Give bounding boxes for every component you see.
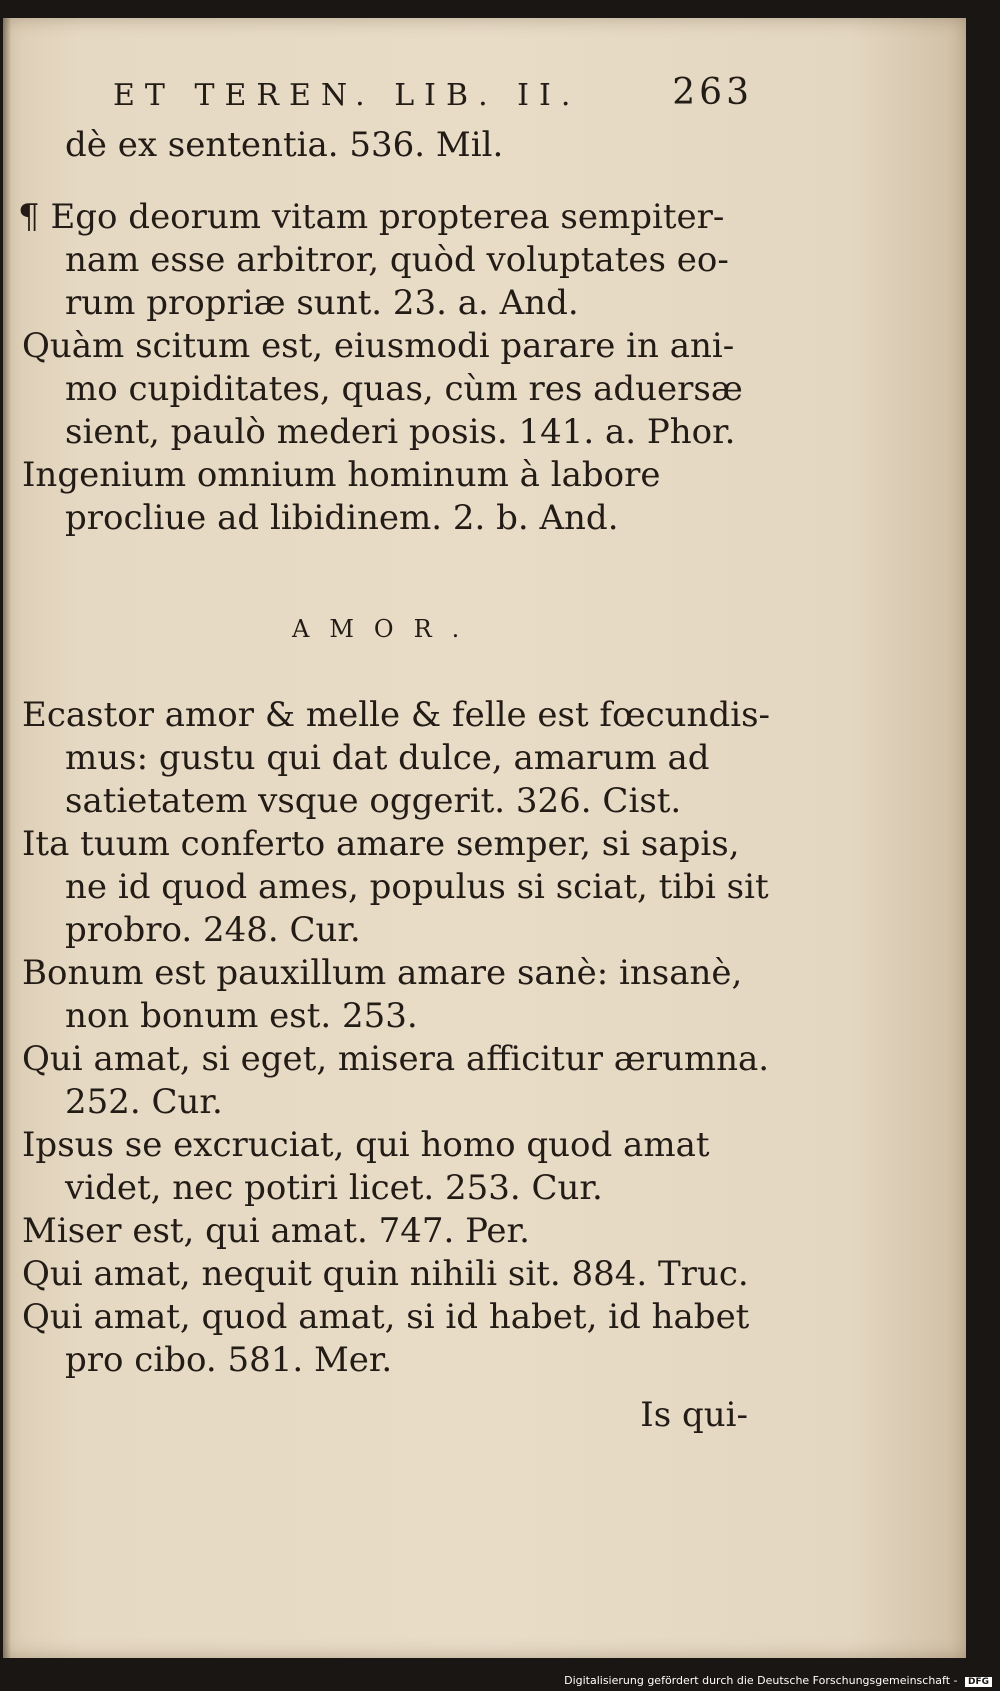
text-line: pro cibo. 581. Mer. [65, 1340, 393, 1380]
text-line: sient, paulò mederi posis. 141. a. Phor. [65, 412, 736, 452]
text-line: nam esse arbitror, quòd voluptates eo- [65, 240, 729, 280]
section-title: AMOR. [292, 615, 480, 643]
text-line: Miser est, qui amat. 747. Per. [22, 1211, 530, 1251]
text-line: 252. Cur. [65, 1082, 223, 1122]
running-head-title: ET TEREN. LIB. II. [113, 78, 581, 113]
text-line: Qui amat, nequit quin nihili sit. 884. Truc. [22, 1254, 749, 1294]
text-line: Ingenium omnium hominum à labore [22, 455, 661, 495]
text-line: Bonum est pauxillum amare sanè: insanè, [22, 953, 743, 993]
text-line: non bonum est. 253. [65, 996, 418, 1036]
text-line: Quàm scitum est, eiusmodi parare in ani- [22, 326, 735, 366]
text-line: Ita tuum conferto amare semper, si sapis, [22, 824, 740, 864]
text-line: ne id quod ames, populus si sciat, tibi sit [65, 867, 769, 907]
running-head [113, 72, 753, 113]
text-line: Ipsus se excruciat, qui homo quod amat [22, 1125, 710, 1165]
text-line: Qui amat, quod amat, si id habet, id habet [22, 1297, 750, 1337]
text-line: satietatem vsque oggerit. 326. Cist. [65, 781, 682, 821]
page-gutter-shadow [3, 18, 11, 1658]
text-line: rum propriæ sunt. 23. a. And. [65, 283, 579, 323]
text-line: procliue ad libidinem. 2. b. And. [65, 498, 619, 538]
text-line: dè ex sententia. 536. Mil. [65, 125, 504, 165]
page-number: 263 [672, 72, 753, 113]
catchword: Is qui- [640, 1395, 748, 1435]
text-line: probro. 248. Cur. [65, 910, 361, 950]
text-line: Ecastor amor & melle & felle est fœcundis- [22, 695, 771, 735]
digitization-credit [564, 1674, 992, 1687]
dfg-logo: DFG [965, 1677, 992, 1687]
text-line: videt, nec potiri licet. 253. Cur. [65, 1168, 603, 1208]
text-line: mus: gustu qui dat dulce, amarum ad [65, 738, 710, 778]
text-line: mo cupiditates, quas, cùm res aduersæ [65, 369, 743, 409]
text-line: Qui amat, si eget, misera afficitur ærumna. [22, 1039, 770, 1079]
text-line: ¶ Ego deorum vitam propterea sempiter- [18, 197, 725, 237]
digitization-credit-text: Digitalisierung gefördert durch die Deutsche Forschungsgemeinschaft - [564, 1674, 958, 1687]
